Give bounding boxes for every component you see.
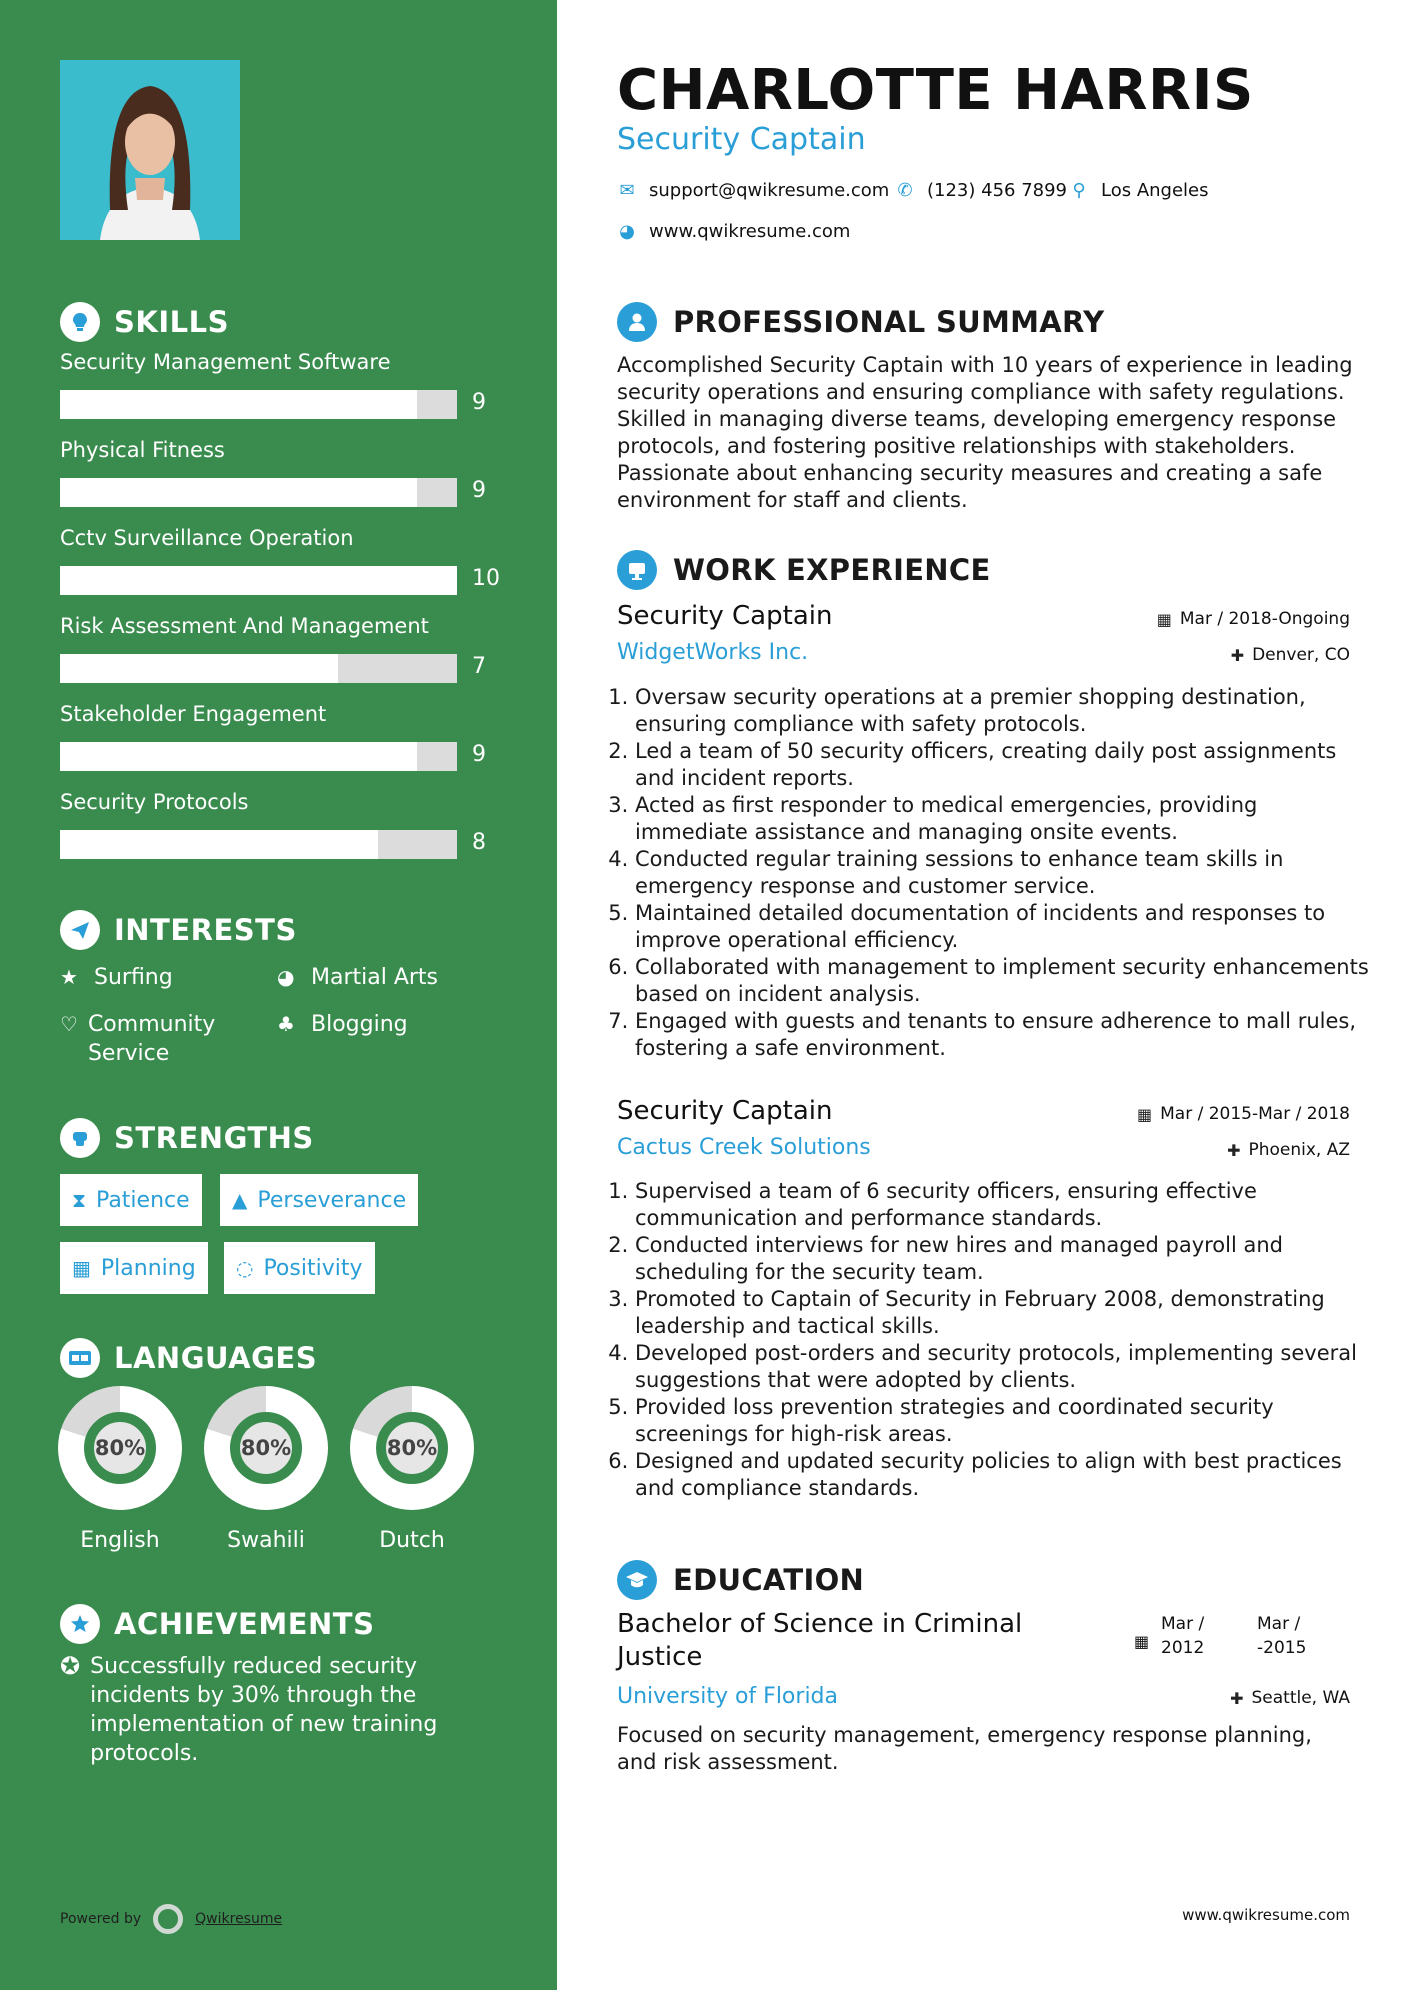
- website-text: www.qwikresume.com: [649, 221, 851, 242]
- job-company: Cactus Creek Solutions: [617, 1135, 871, 1160]
- map-pin-icon: ⚲: [1072, 180, 1086, 201]
- envelope-icon: ✉: [619, 180, 635, 201]
- pin-icon: ✚: [1230, 1688, 1244, 1708]
- skill-value: 9: [472, 478, 486, 503]
- skill-name: Physical Fitness: [60, 438, 225, 462]
- duty-item: 1. Supervised a team of 6 security officers, ensuring effective communication and performance standards.: [635, 1178, 1369, 1232]
- candidate-role: Security Captain: [617, 122, 866, 157]
- education-start-year: 2012: [1161, 1638, 1205, 1658]
- duty-item: 2. Conducted interviews for new hires and managed payroll and scheduling for the security team.: [635, 1232, 1369, 1286]
- language-name: Dutch: [379, 1528, 445, 1553]
- interest-item: [277, 1010, 408, 1039]
- strength-tag: [60, 1242, 208, 1294]
- language-item: [204, 1386, 328, 1553]
- calendar-icon: ▦: [1156, 609, 1172, 629]
- duty-item: 4. Conducted regular training sessions to enhance team skills in emergency response and customer service.: [635, 846, 1369, 900]
- briefcase-icon: [617, 550, 657, 590]
- job-location: [1227, 1140, 1350, 1160]
- skill-bar: [60, 830, 457, 859]
- summary-title: PROFESSIONAL SUMMARY: [673, 305, 1105, 339]
- candidate-name: CHARLOTTE HARRIS: [617, 58, 1254, 123]
- skill-bar: [60, 654, 457, 683]
- language-item: [350, 1386, 474, 1553]
- profile-photo: [60, 60, 240, 240]
- language-percent: 80%: [230, 1412, 302, 1484]
- skill-bar: [60, 742, 457, 771]
- education-start-month: Mar /: [1161, 1614, 1205, 1634]
- user-icon: [617, 302, 657, 342]
- skill-bar-fill: [60, 390, 417, 419]
- trophy-star-icon: [60, 1604, 100, 1644]
- strength-label: Positivity: [263, 1255, 363, 1281]
- language-item: [58, 1386, 182, 1553]
- education-end-month: Mar /: [1257, 1614, 1301, 1634]
- education-heading: [617, 1560, 864, 1600]
- strength-tag: [60, 1174, 202, 1226]
- contact-location: [1069, 180, 1209, 201]
- job-title: Security Captain: [617, 601, 833, 631]
- main-content: [557, 0, 1407, 1990]
- education-description: Focused on security management, emergency response planning, and risk assessment.: [617, 1723, 1312, 1774]
- powered-by-label: Powered by: [60, 1911, 142, 1927]
- duty-item: 7. Engaged with guests and tenants to ensure adherence to mall rules, fostering a safe environment.: [635, 1008, 1369, 1062]
- experience-heading: [617, 550, 991, 590]
- strength-label: Planning: [100, 1255, 196, 1281]
- contact-website[interactable]: [617, 221, 850, 242]
- education-degree: Bachelor of Science in Criminal Justice: [617, 1609, 1023, 1672]
- summary-heading: [617, 302, 1104, 342]
- skill-name: Security Management Software: [60, 350, 391, 374]
- calendar-icon: ▦: [1136, 1104, 1153, 1124]
- skill-value: 10: [472, 566, 500, 591]
- paper-plane-icon: [60, 910, 100, 950]
- experience-title: WORK EXPERIENCE: [673, 553, 991, 587]
- education-school: University of Florida: [617, 1684, 838, 1709]
- hand-icon: ♡: [60, 1012, 78, 1036]
- language-name: English: [80, 1528, 160, 1553]
- interest-item: [277, 963, 438, 992]
- job-title: Security Captain: [617, 1096, 833, 1126]
- duty-item: 4. Developed post-orders and security protocols, implementing several suggestions that were adopted by clients.: [635, 1340, 1369, 1394]
- job-date: [1157, 609, 1350, 629]
- education-end-year: -2015: [1257, 1638, 1307, 1658]
- duty-item: 6. Collaborated with management to implement security enhancements based on incident analysis.: [635, 954, 1369, 1008]
- translate-icon: [60, 1338, 100, 1378]
- skills-heading: [60, 302, 229, 342]
- skill-bar: [60, 566, 457, 595]
- skill-bar-fill: [60, 566, 457, 595]
- interests-heading: [60, 910, 297, 950]
- education-location: [1230, 1688, 1350, 1708]
- skills-title: SKILLS: [114, 305, 229, 339]
- achievement-text: Successfully reduced security incidents by 30% through the implementation of new training protocols.: [90, 1654, 438, 1766]
- qwikresume-logo-icon: [153, 1904, 183, 1934]
- lightbulb-icon: [60, 302, 100, 342]
- interest-label: Surfing: [94, 965, 173, 990]
- duty-item: 5. Maintained detailed documentation of incidents and responses to improve operational efficiency.: [635, 900, 1369, 954]
- interests-title: INTERESTS: [114, 913, 297, 947]
- skill-bar: [60, 390, 457, 419]
- graduation-cap-icon: [617, 1560, 657, 1600]
- skill-name: Cctv Surveillance Operation: [60, 526, 354, 550]
- email-text: support@qwikresume.com: [649, 180, 890, 201]
- powered-by: [60, 1904, 282, 1934]
- skill-bar-fill: [60, 742, 417, 771]
- job-company: WidgetWorks Inc.: [617, 640, 809, 665]
- education-location-text: Seattle, WA: [1251, 1688, 1350, 1708]
- globe-icon: ◕: [277, 965, 295, 989]
- phone-icon: ✆: [897, 180, 913, 201]
- duty-item: 3. Acted as first responder to medical emergencies, providing immediate assistance and managing onsite events.: [635, 792, 1369, 846]
- phone-text: (123) 456 7899: [927, 180, 1068, 201]
- pin-icon: ✚: [1230, 645, 1245, 665]
- skill-name: Security Protocols: [60, 790, 249, 814]
- achievement-item: [60, 1652, 480, 1768]
- star-icon: ✪: [60, 1652, 81, 1680]
- road-icon: ▲: [232, 1188, 248, 1212]
- skill-bar-fill: [60, 654, 338, 683]
- globe-icon: ◕: [619, 221, 635, 242]
- skill-value: 9: [472, 390, 486, 415]
- star-icon: ★: [60, 965, 78, 989]
- interest-label: Community Service: [87, 1012, 216, 1066]
- education-title: EDUCATION: [673, 1563, 865, 1597]
- strength-label: Perseverance: [257, 1187, 407, 1213]
- job-duties: [617, 1178, 1369, 1502]
- duty-item: 3. Promoted to Captain of Security in February 2008, demonstrating leadership and tactical skills.: [635, 1286, 1369, 1340]
- strength-label: Patience: [96, 1187, 190, 1213]
- interest-item: [60, 963, 173, 992]
- skill-bar-fill: [60, 830, 378, 859]
- language-percent: 80%: [84, 1412, 156, 1484]
- languages-heading: [60, 1338, 317, 1378]
- interest-label: Martial Arts: [311, 965, 439, 990]
- contact-phone[interactable]: [895, 180, 1067, 201]
- achievements-heading: [60, 1604, 374, 1644]
- fist-icon: [60, 1118, 100, 1158]
- interest-item: [60, 1010, 230, 1068]
- interest-label: Blogging: [311, 1012, 408, 1037]
- languages-title: LANGUAGES: [114, 1341, 318, 1375]
- job-location: [1231, 645, 1350, 665]
- calendar-icon: ▦: [1134, 1632, 1150, 1651]
- skill-name: Stakeholder Engagement: [60, 702, 327, 726]
- duty-item: 1. Oversaw security operations at a premier shopping destination, ensuring compliance with safety protocols.: [635, 684, 1369, 738]
- skill-value: 7: [472, 654, 486, 679]
- qwikresume-link[interactable]: Qwikresume: [195, 1911, 283, 1927]
- summary-text: Accomplished Security Captain with 10 years of experience in leading security operations and ensuring compliance with safety regulations. Skilled in managing diverse teams, developing emergency response protocols, and fostering positive relationships with stakeholders. Passionate about enhancing security measures and creating a safe environment for staff and clients.: [617, 353, 1353, 512]
- pin-icon: ✚: [1227, 1140, 1241, 1160]
- language-progress-ring: [350, 1386, 474, 1510]
- portrait-illustration: [60, 60, 240, 240]
- duty-item: 6. Designed and updated security policies to align with best practices and compliance standards.: [635, 1448, 1369, 1502]
- language-name: Swahili: [227, 1528, 305, 1553]
- group-icon: ♣: [277, 1012, 295, 1036]
- footer-url[interactable]: www.qwikresume.com: [1182, 1906, 1350, 1924]
- job-location-text: Denver, CO: [1252, 645, 1350, 665]
- education-end: [1257, 1612, 1306, 1660]
- strength-tag: [220, 1174, 418, 1226]
- duty-item: 2. Led a team of 50 security officers, creating daily post assignments and incident reports.: [635, 738, 1369, 792]
- duty-item: 5. Provided loss prevention strategies and coordinated security screenings for high-risk areas.: [635, 1394, 1369, 1448]
- job-date-text: Mar / 2018-Ongoing: [1179, 609, 1350, 629]
- hourglass-icon: ⧗: [72, 1188, 87, 1212]
- job-location-text: Phoenix, AZ: [1248, 1140, 1350, 1160]
- strengths-title: STRENGTHS: [114, 1121, 314, 1155]
- strengths-heading: [60, 1118, 314, 1158]
- job-date-text: Mar / 2015-Mar / 2018: [1160, 1104, 1350, 1124]
- location-text: Los Angeles: [1101, 180, 1209, 201]
- skill-value: 8: [472, 830, 486, 855]
- skill-bar-fill: [60, 478, 417, 507]
- education-start: [1161, 1612, 1204, 1660]
- job-duties: [617, 684, 1369, 1062]
- job-date: [1137, 1104, 1350, 1124]
- calendar-icon: ▦: [72, 1256, 91, 1280]
- language-progress-ring: [204, 1386, 328, 1510]
- skill-bar: [60, 478, 457, 507]
- language-progress-ring: [58, 1386, 182, 1510]
- contact-email[interactable]: [617, 180, 889, 201]
- achievements-title: ACHIEVEMENTS: [114, 1607, 375, 1641]
- strength-tag: [224, 1242, 375, 1294]
- circle-notch-icon: ◌: [236, 1256, 254, 1280]
- skill-value: 9: [472, 742, 486, 767]
- skill-name: Risk Assessment And Management: [60, 614, 429, 638]
- language-percent: 80%: [376, 1412, 448, 1484]
- sidebar: [0, 0, 557, 1990]
